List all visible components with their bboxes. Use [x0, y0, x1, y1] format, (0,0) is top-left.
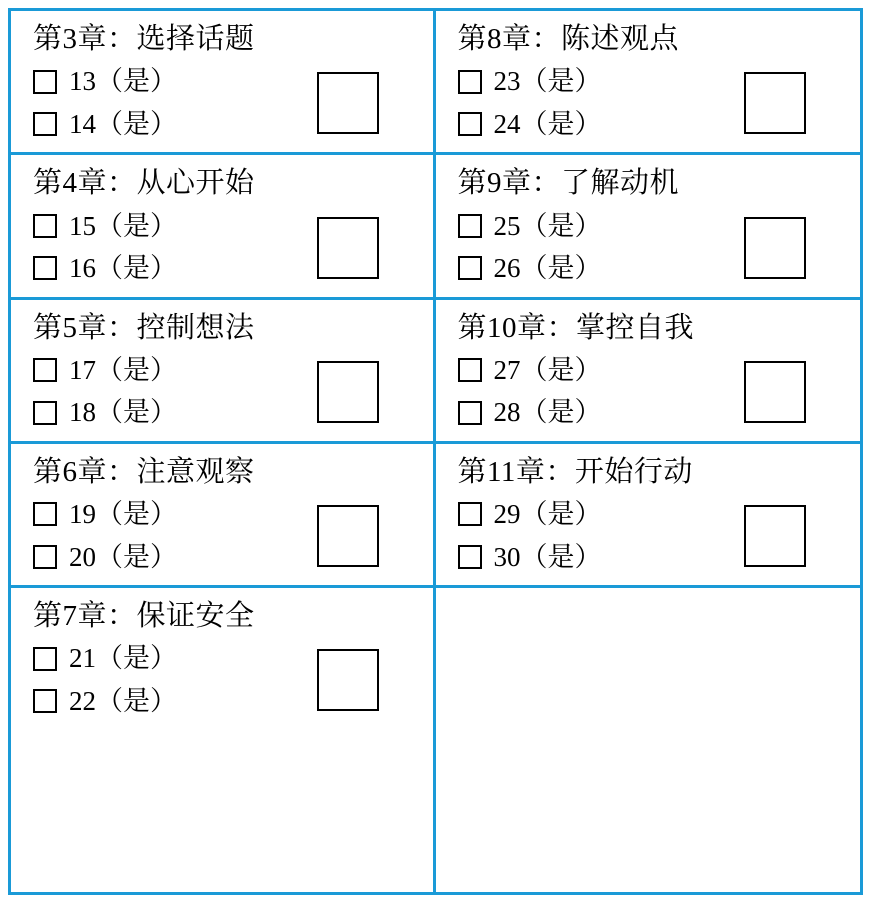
checkbox-empty-square-icon[interactable] [458, 358, 482, 382]
checkbox-empty-square-icon[interactable] [33, 70, 57, 94]
chapter-block-5 [11, 300, 433, 444]
checklist-item-label: 27（是） [493, 354, 602, 385]
right-column-empty-area [436, 588, 861, 892]
checklist-item-label: 19（是） [69, 499, 177, 529]
checkbox-empty-square-icon[interactable] [458, 214, 482, 238]
chapter-title-5: 第5章：控制想法 [33, 311, 255, 344]
answer-box[interactable] [744, 361, 806, 423]
checklist-item-label: 30（是） [493, 541, 602, 572]
checklist-item-label: 14（是） [69, 108, 177, 139]
chapter-block-7 [11, 588, 433, 729]
checklist-item-label: 23（是） [493, 66, 602, 97]
checklist-item-label: 13（是） [69, 66, 177, 97]
checkbox-empty-square-icon[interactable] [458, 545, 482, 569]
chapter-title-4: 第4章：从心开始 [33, 167, 255, 200]
chapter-block-10 [436, 300, 861, 444]
checkbox-empty-square-icon[interactable] [33, 358, 57, 382]
chapter-title-7: 第7章：保证安全 [33, 600, 255, 632]
checklist-item-label: 25（是） [493, 210, 602, 241]
checkbox-empty-square-icon[interactable] [33, 689, 57, 713]
answer-box[interactable] [317, 505, 379, 567]
chapter-title-9: 第9章：了解动机 [457, 167, 680, 200]
chapter-title-8: 第8章：陈述观点 [457, 23, 680, 55]
checkbox-empty-square-icon[interactable] [33, 112, 57, 136]
checklist-frame [8, 8, 863, 895]
chapter-block-8 [436, 11, 861, 155]
chapter-title-10: 第10章：掌控自我 [457, 311, 695, 344]
checkbox-empty-square-icon[interactable] [33, 214, 57, 238]
chapter-block-9 [436, 155, 861, 299]
checkbox-empty-square-icon[interactable] [458, 502, 482, 526]
answer-box[interactable] [744, 72, 806, 134]
answer-box[interactable] [317, 72, 379, 134]
checklist-item-label: 26（是） [493, 253, 602, 283]
answer-box[interactable] [744, 217, 806, 279]
checklist-item-label: 18（是） [69, 397, 177, 428]
checklist-item-label: 22（是） [69, 685, 177, 716]
checkbox-empty-square-icon[interactable] [33, 545, 57, 569]
checkbox-empty-square-icon[interactable] [458, 112, 482, 136]
checkbox-empty-square-icon[interactable] [458, 401, 482, 425]
checkbox-empty-square-icon[interactable] [458, 70, 482, 94]
right-column [436, 11, 861, 892]
answer-box[interactable] [317, 649, 379, 711]
checklist-item-label: 24（是） [493, 108, 602, 139]
checklist-item-label: 21（是） [69, 643, 177, 674]
answer-box[interactable] [317, 217, 379, 279]
checklist-item-label: 28（是） [493, 397, 602, 428]
chapter-block-3 [11, 11, 433, 155]
checklist-item-label: 16（是） [69, 253, 177, 283]
chapter-title-6: 第6章：注意观察 [33, 455, 255, 488]
checklist-item-label: 17（是） [69, 354, 177, 385]
chapter-block-6 [11, 444, 433, 588]
checklist-item-label: 20（是） [69, 541, 177, 572]
checkbox-empty-square-icon[interactable] [33, 647, 57, 671]
checkbox-empty-square-icon[interactable] [458, 256, 482, 280]
answer-box[interactable] [744, 505, 806, 567]
checkbox-empty-square-icon[interactable] [33, 502, 57, 526]
chapter-block-4 [11, 155, 433, 299]
checklist-item-label: 15（是） [69, 210, 177, 241]
answer-box[interactable] [317, 361, 379, 423]
checkbox-empty-square-icon[interactable] [33, 256, 57, 280]
checkbox-empty-square-icon[interactable] [33, 401, 57, 425]
chapter-title-11: 第11章：开始行动 [457, 455, 693, 488]
chapter-title-3: 第3章：选择话题 [33, 23, 255, 55]
chapter-block-11 [436, 444, 861, 588]
left-column [11, 11, 436, 892]
checklist-item-label: 29（是） [493, 499, 602, 529]
